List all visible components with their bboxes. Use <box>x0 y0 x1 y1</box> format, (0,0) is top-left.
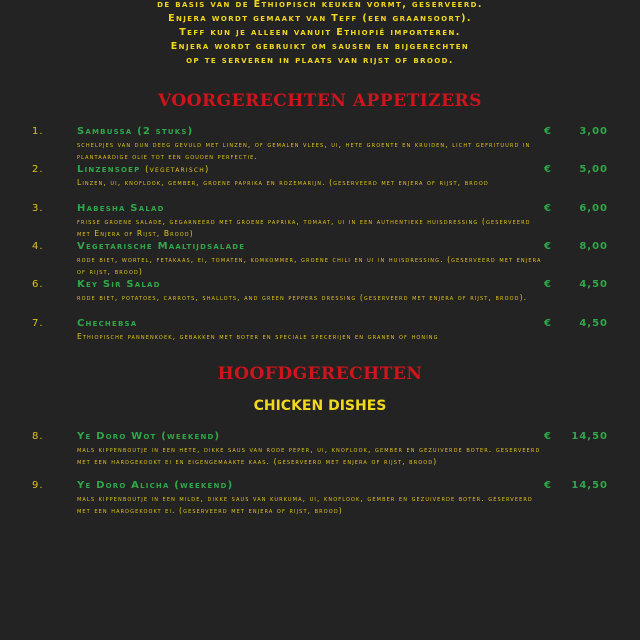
main-courses-heading: HOOFDGERECHTEN <box>217 364 423 384</box>
item-price: 4,50 <box>579 279 608 290</box>
item-tag: (vegetarisch) <box>145 165 210 175</box>
item-number: 3. <box>32 203 44 214</box>
chicken-dishes-heading: CHICKEN DISHES <box>253 398 387 414</box>
intro-line: op te serveren in plaats van rijst of brood. <box>186 55 454 66</box>
item-name: Sambussa (2 stuks) <box>77 126 194 137</box>
item-name: Habesha Salad <box>77 203 165 214</box>
item-number: 1. <box>32 126 44 137</box>
item-name: Ye Doro Wot (weekend) <box>77 431 221 442</box>
item-number: 7. <box>32 318 44 329</box>
item-price: 3,00 <box>579 126 608 137</box>
item-number: 9. <box>32 480 44 491</box>
item-description: rode biet, potatoes, carrots, shallots, and green peppers dressing (geserveerd met enjera of rijst, brood). <box>77 293 528 302</box>
item-price: 6,00 <box>579 203 608 214</box>
item-price: 8,00 <box>579 241 608 252</box>
item-description: frisse groene salade, gegarneerd met groene paprika, tomaat, ui in een authentieke huisdressing (geserveerd met Enjera of Rijst, Brood) <box>77 217 531 238</box>
intro-line: Enjera wordt gebruikt om sausen en bijgerechten <box>170 41 470 52</box>
item-description: Ethiopische pannenkoek, gebakken met boter en speciale specerijen en granen of honing <box>77 332 439 341</box>
intro-line: Enjera wordt gemaakt van Teff (een graansoort). <box>168 13 472 24</box>
appetizers-heading: VOORGERECHTEN APPETIZERS <box>158 91 482 111</box>
currency-symbol: € <box>544 279 551 290</box>
currency-symbol: € <box>544 126 551 137</box>
currency-symbol: € <box>544 241 551 252</box>
item-name: Vegetarische Maaltijdsalade <box>77 241 246 252</box>
currency-symbol: € <box>544 164 551 175</box>
currency-symbol: € <box>544 203 551 214</box>
currency-symbol: € <box>544 318 551 329</box>
item-number: 8. <box>32 431 44 442</box>
item-number: 6. <box>32 279 44 290</box>
intro-line: de basis van de Ethiopisch keuken vormt, geserveerd. <box>157 0 483 10</box>
item-description: mals kippenboutje in een hete, dikke saus van rode peper, ui, knoflook, gember en gezuiverde boter. geserveerd met een hardgekookt ei en eigengemaakte kaas. (geserveerd met enjera of rijst, brood) <box>77 445 541 466</box>
item-name-text: Linzensoep <box>77 164 141 175</box>
item-description: rode biet, wortel, fetakaas, ei, tomaten, komkommer, groene chili en ui in huisdressing. (geserveerd met enjera of rijst, brood) <box>77 255 542 276</box>
item-price: 5,00 <box>579 164 608 175</box>
item-name: Ye Doro Alicha (weekend) <box>77 480 234 491</box>
currency-symbol: € <box>544 480 551 491</box>
intro-line: Teff kun je alleen vanuit Ethiopië importeren. <box>179 27 461 38</box>
item-price: 14,50 <box>571 480 608 491</box>
item-description: schelpjes van dun deeg gevuld met linzen, of gemalen vlees, ui, hete groente en kruiden, licht gefrituurd in plantaardige olie tot een gouden perfectie. <box>77 140 531 161</box>
item-name: Chechebsa <box>77 318 138 329</box>
currency-symbol: € <box>544 431 551 442</box>
item-price: 14,50 <box>571 431 608 442</box>
item-price: 4,50 <box>579 318 608 329</box>
item-name: Key Sir Salad <box>77 279 161 290</box>
item-description: Linzen, ui, knoflook, gember, groene paprika en rozemarijn. (geserveerd met enjera of rijst, brood <box>77 178 489 187</box>
intro-text <box>0 0 640 68</box>
item-number: 2. <box>32 164 44 175</box>
item-description: mals kippenboutje in een milde, dikke saus van kurkuma, ui, knoflook, gember en gezuiverde boter. geserveerd met een hardgekookt ei. (geserveerd met enjera of rijst, brood) <box>77 494 533 515</box>
item-number: 4. <box>32 241 44 252</box>
item-name <box>77 164 209 175</box>
